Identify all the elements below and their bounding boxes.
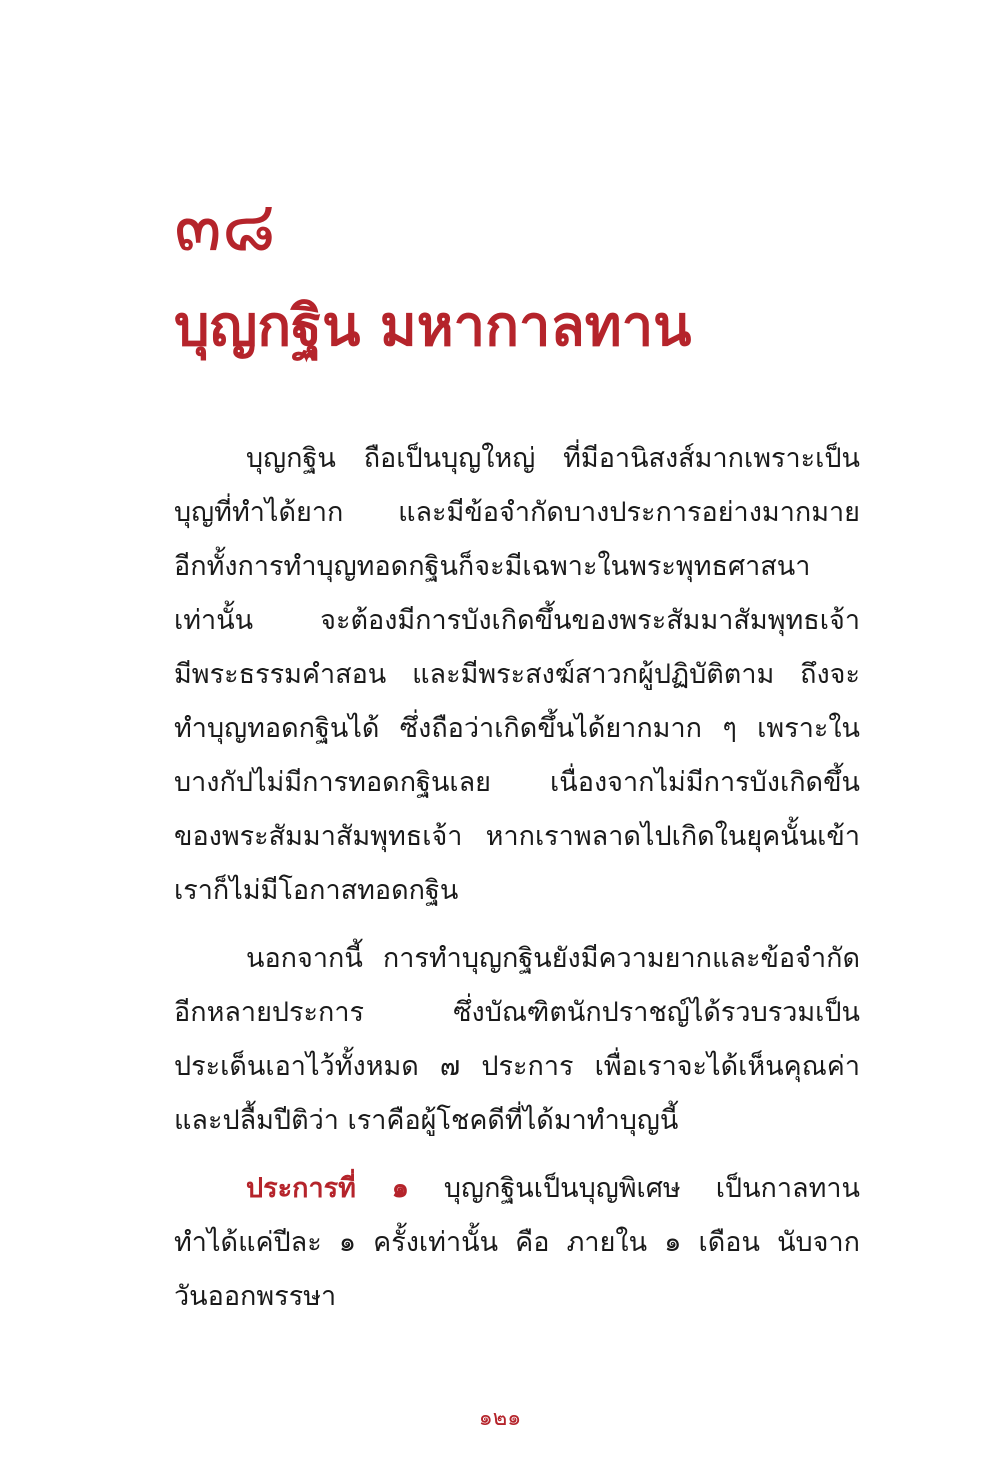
text-line: อีกทั้งการทำบุญทอดกฐินก็จะมีเฉพาะในพระพุทธศาสนา	[174, 551, 811, 582]
text-line: บางกัปไม่มีการทอดกฐินเลย เนื่องจากไม่มีการบังเกิดขึ้น	[174, 767, 860, 798]
text-line	[174, 1162, 860, 1216]
text-line: ทำได้แค่ปีละ ๑ ครั้งเท่านั้น คือ ภายใน ๑ เดือน นับจาก	[174, 1227, 860, 1258]
paragraph-1	[174, 432, 860, 918]
text-line: เราก็ไม่มีโอกาสทอดกฐิน	[174, 875, 459, 906]
text-line: วันออกพรรษา	[174, 1281, 337, 1312]
text-line: อีกหลายประการ ซึ่งบัณฑิตนักปราชญ์ได้รวบรวมเป็น	[174, 997, 860, 1028]
paragraph-2	[174, 932, 860, 1148]
body-text	[174, 432, 860, 1338]
text-line: บุญกฐิน ถือเป็นบุญใหญ่ ที่มีอานิสงส์มากเพราะเป็น	[246, 443, 860, 474]
text-line: ประเด็นเอาไว้ทั้งหมด ๗ ประการ เพื่อเราจะได้เห็นคุณค่า	[174, 1051, 860, 1082]
text-line: เท่านั้น จะต้องมีการบังเกิดขึ้นของพระสัมมาสัมพุทธเจ้า	[174, 605, 860, 636]
text-line: และปลื้มปีติว่า เราคือผู้โชคดีที่ได้มาทำบุญนี้	[174, 1105, 679, 1136]
chapter-number: ๓๘	[174, 185, 276, 267]
chapter-title: บุญกฐิน มหากาลทาน	[174, 293, 692, 359]
text-line: ทำบุญทอดกฐินได้ ซึ่งถือว่าเกิดขึ้นได้ยากมาก ๆ เพราะใน	[174, 713, 860, 744]
text-line: มีพระธรรมคำสอน และมีพระสงฆ์สาวกผู้ปฏิบัติตาม ถึงจะ	[174, 659, 860, 690]
item-lead-rest: บุญกฐินเป็นบุญพิเศษ เป็นกาลทาน	[408, 1173, 860, 1204]
item-lead: ประการที่ ๑	[246, 1173, 409, 1204]
page-number: ๑๒๑	[478, 1406, 522, 1431]
text-line: บุญที่ทำได้ยาก และมีข้อจำกัดบางประการอย่างมากมาย	[174, 497, 860, 528]
paragraph-3	[174, 1162, 860, 1324]
text-line: นอกจากนี้ การทำบุญกฐินยังมีความยากและข้อจำกัด	[246, 943, 860, 974]
text-line: ของพระสัมมาสัมพุทธเจ้า หากเราพลาดไปเกิดในยุคนั้นเข้า	[174, 821, 860, 852]
